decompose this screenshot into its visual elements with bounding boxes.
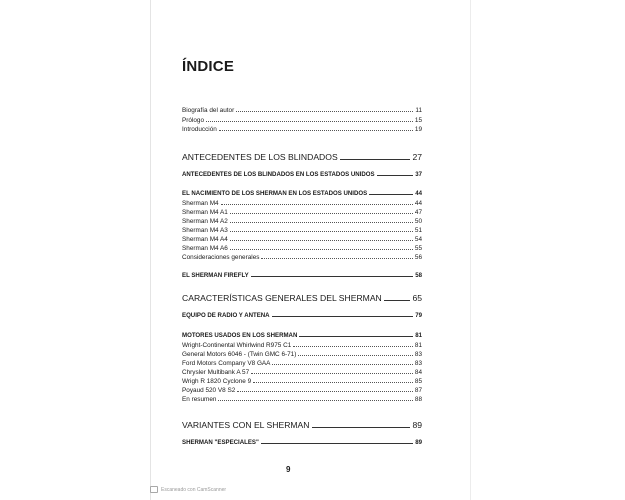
page-number: 9 (286, 465, 291, 474)
toc-section-label: ANTECEDENTES DE LOS BLINDADOS (182, 152, 338, 162)
toc-subsection[interactable] (182, 190, 422, 197)
toc-subsection-label: SHERMAN "ESPECIALES" (182, 439, 259, 446)
dot-leader (312, 427, 411, 428)
toc-section[interactable] (182, 152, 422, 162)
toc-entry[interactable] (182, 351, 422, 358)
dot-leader (219, 130, 413, 131)
toc-subsection-label: EQUIPO DE RADIO Y ANTENA (182, 312, 270, 319)
toc-entry[interactable] (182, 342, 422, 349)
dot-leader (298, 355, 413, 356)
toc-entry-page: 85 (414, 378, 422, 385)
toc-entry-page: 51 (414, 227, 422, 234)
toc-entry[interactable] (182, 245, 422, 252)
toc-entry[interactable] (182, 107, 422, 114)
toc-subsection[interactable] (182, 439, 422, 446)
dot-leader (369, 194, 413, 195)
dot-leader (272, 364, 412, 365)
toc-entry[interactable] (182, 126, 422, 133)
toc-entry-label: Chrysler Multibank A 57 (182, 369, 250, 376)
toc-entry-label: Poyaud 520 V8 S2 (182, 387, 236, 394)
toc-subsection-label: EL SHERMAN FIREFLY (182, 272, 249, 279)
toc-subsection-page: 81 (415, 332, 422, 339)
toc-entry-page: 87 (414, 387, 422, 394)
dot-leader (251, 276, 414, 277)
page-title: ÍNDICE (182, 58, 235, 75)
toc-entry[interactable] (182, 369, 422, 376)
toc-entry-page: 56 (414, 254, 422, 261)
toc-entry-label: Sherman M4 A6 (182, 245, 228, 252)
dot-leader (230, 249, 413, 250)
toc-entry-label: Consideraciones generales (182, 254, 260, 261)
dot-leader (272, 316, 414, 317)
toc-subsection-page: 37 (415, 171, 422, 178)
toc-entry[interactable] (182, 360, 422, 367)
toc-entry[interactable] (182, 387, 422, 394)
toc-subsection-page: 44 (415, 190, 422, 197)
toc-subsection-label: EL NACIMIENTO DE LOS SHERMAN EN LOS ESTADOS UNIDOS (182, 190, 368, 197)
dot-leader (377, 175, 414, 176)
dot-leader (230, 240, 413, 241)
toc-entry-page: 44 (414, 200, 422, 207)
watermark-text: Escaneado con CamScanner (161, 486, 227, 493)
toc-entry-page: 50 (414, 218, 422, 225)
toc-entry-page: 54 (414, 236, 422, 243)
dot-leader (236, 111, 413, 112)
toc-subsection-page: 58 (415, 272, 422, 279)
toc-entry-label: Wright-Continental Whirlwind R975 C1 (182, 342, 292, 349)
dot-leader (218, 400, 412, 401)
toc-entry[interactable] (182, 117, 422, 124)
dot-leader (340, 159, 411, 160)
toc-entry[interactable] (182, 200, 422, 207)
toc-subsection-label: MOTORES USADOS EN LOS SHERMAN (182, 332, 298, 339)
toc-entry-label: Introducción (182, 126, 217, 133)
dot-leader (251, 373, 413, 374)
toc-entry-page: 81 (414, 342, 422, 349)
toc-entry[interactable] (182, 254, 422, 261)
scanner-watermark (150, 486, 226, 493)
toc-subsection[interactable] (182, 312, 422, 319)
toc-entry[interactable] (182, 227, 422, 234)
toc-entry[interactable] (182, 396, 422, 403)
toc-entry-label: General Motors 6046 - (Twin GMC 6-71) (182, 351, 297, 358)
dot-leader (221, 204, 413, 205)
page-edge-left (150, 0, 151, 500)
toc-entry[interactable] (182, 209, 422, 216)
toc-entry-label: Sherman M4 A1 (182, 209, 228, 216)
toc-section-page: 27 (412, 152, 422, 162)
dot-leader (230, 213, 413, 214)
toc-entry-page: 83 (414, 351, 422, 358)
toc-subsection[interactable] (182, 272, 422, 279)
toc-entry-page: 83 (414, 360, 422, 367)
toc-section-page: 89 (412, 420, 422, 430)
toc-section-page: 65 (412, 293, 422, 303)
toc-section[interactable] (182, 293, 422, 303)
toc-entry[interactable] (182, 218, 422, 225)
toc-entry-label: Sherman M4 A4 (182, 236, 228, 243)
toc-entry-page: 55 (414, 245, 422, 252)
toc-entry-label: Wrigh R 1820 Cyclone 9 (182, 378, 252, 385)
toc-entry-label: Biografía del autor (182, 107, 235, 114)
dot-leader (206, 121, 413, 122)
toc-section-label: VARIANTES CON EL SHERMAN (182, 420, 310, 430)
toc-entry-label: Prólogo (182, 117, 205, 124)
toc-subsection-label: ANTECEDENTES DE LOS BLINDADOS EN LOS ESTADOS UNIDOS (182, 171, 375, 178)
dot-leader (261, 443, 413, 444)
dot-leader (237, 391, 413, 392)
camscanner-icon (150, 486, 158, 493)
toc-entry-page: 88 (414, 396, 422, 403)
toc-section-label: CARACTERÍSTICAS GENERALES DEL SHERMAN (182, 293, 382, 303)
toc-entry-page: 84 (414, 369, 422, 376)
dot-leader (299, 336, 413, 337)
toc-subsection[interactable] (182, 171, 422, 178)
dot-leader (230, 222, 413, 223)
toc-subsection-page: 79 (415, 312, 422, 319)
dot-leader (230, 231, 413, 232)
toc-entry-page: 19 (414, 126, 422, 133)
toc-entry-page: 15 (414, 117, 422, 124)
toc-entry[interactable] (182, 378, 422, 385)
toc-entry-label: Sherman M4 A3 (182, 227, 228, 234)
toc-entry[interactable] (182, 236, 422, 243)
dot-leader (384, 300, 411, 301)
toc-entry-label: Ford Motors Company V8 GAA (182, 360, 271, 367)
dot-leader (253, 382, 413, 383)
toc-section[interactable] (182, 420, 422, 430)
toc-entry-label: En resumen (182, 396, 217, 403)
toc-entry-label: Sherman M4 A2 (182, 218, 228, 225)
page-edge-right (470, 0, 471, 500)
toc-entry-page: 11 (415, 107, 422, 114)
dot-leader (293, 346, 413, 347)
toc-entry-label: Sherman M4 (182, 200, 219, 207)
dot-leader (261, 258, 412, 259)
toc-subsection[interactable] (182, 332, 422, 339)
toc-entry-page: 47 (414, 209, 422, 216)
toc-subsection-page: 89 (415, 439, 422, 446)
